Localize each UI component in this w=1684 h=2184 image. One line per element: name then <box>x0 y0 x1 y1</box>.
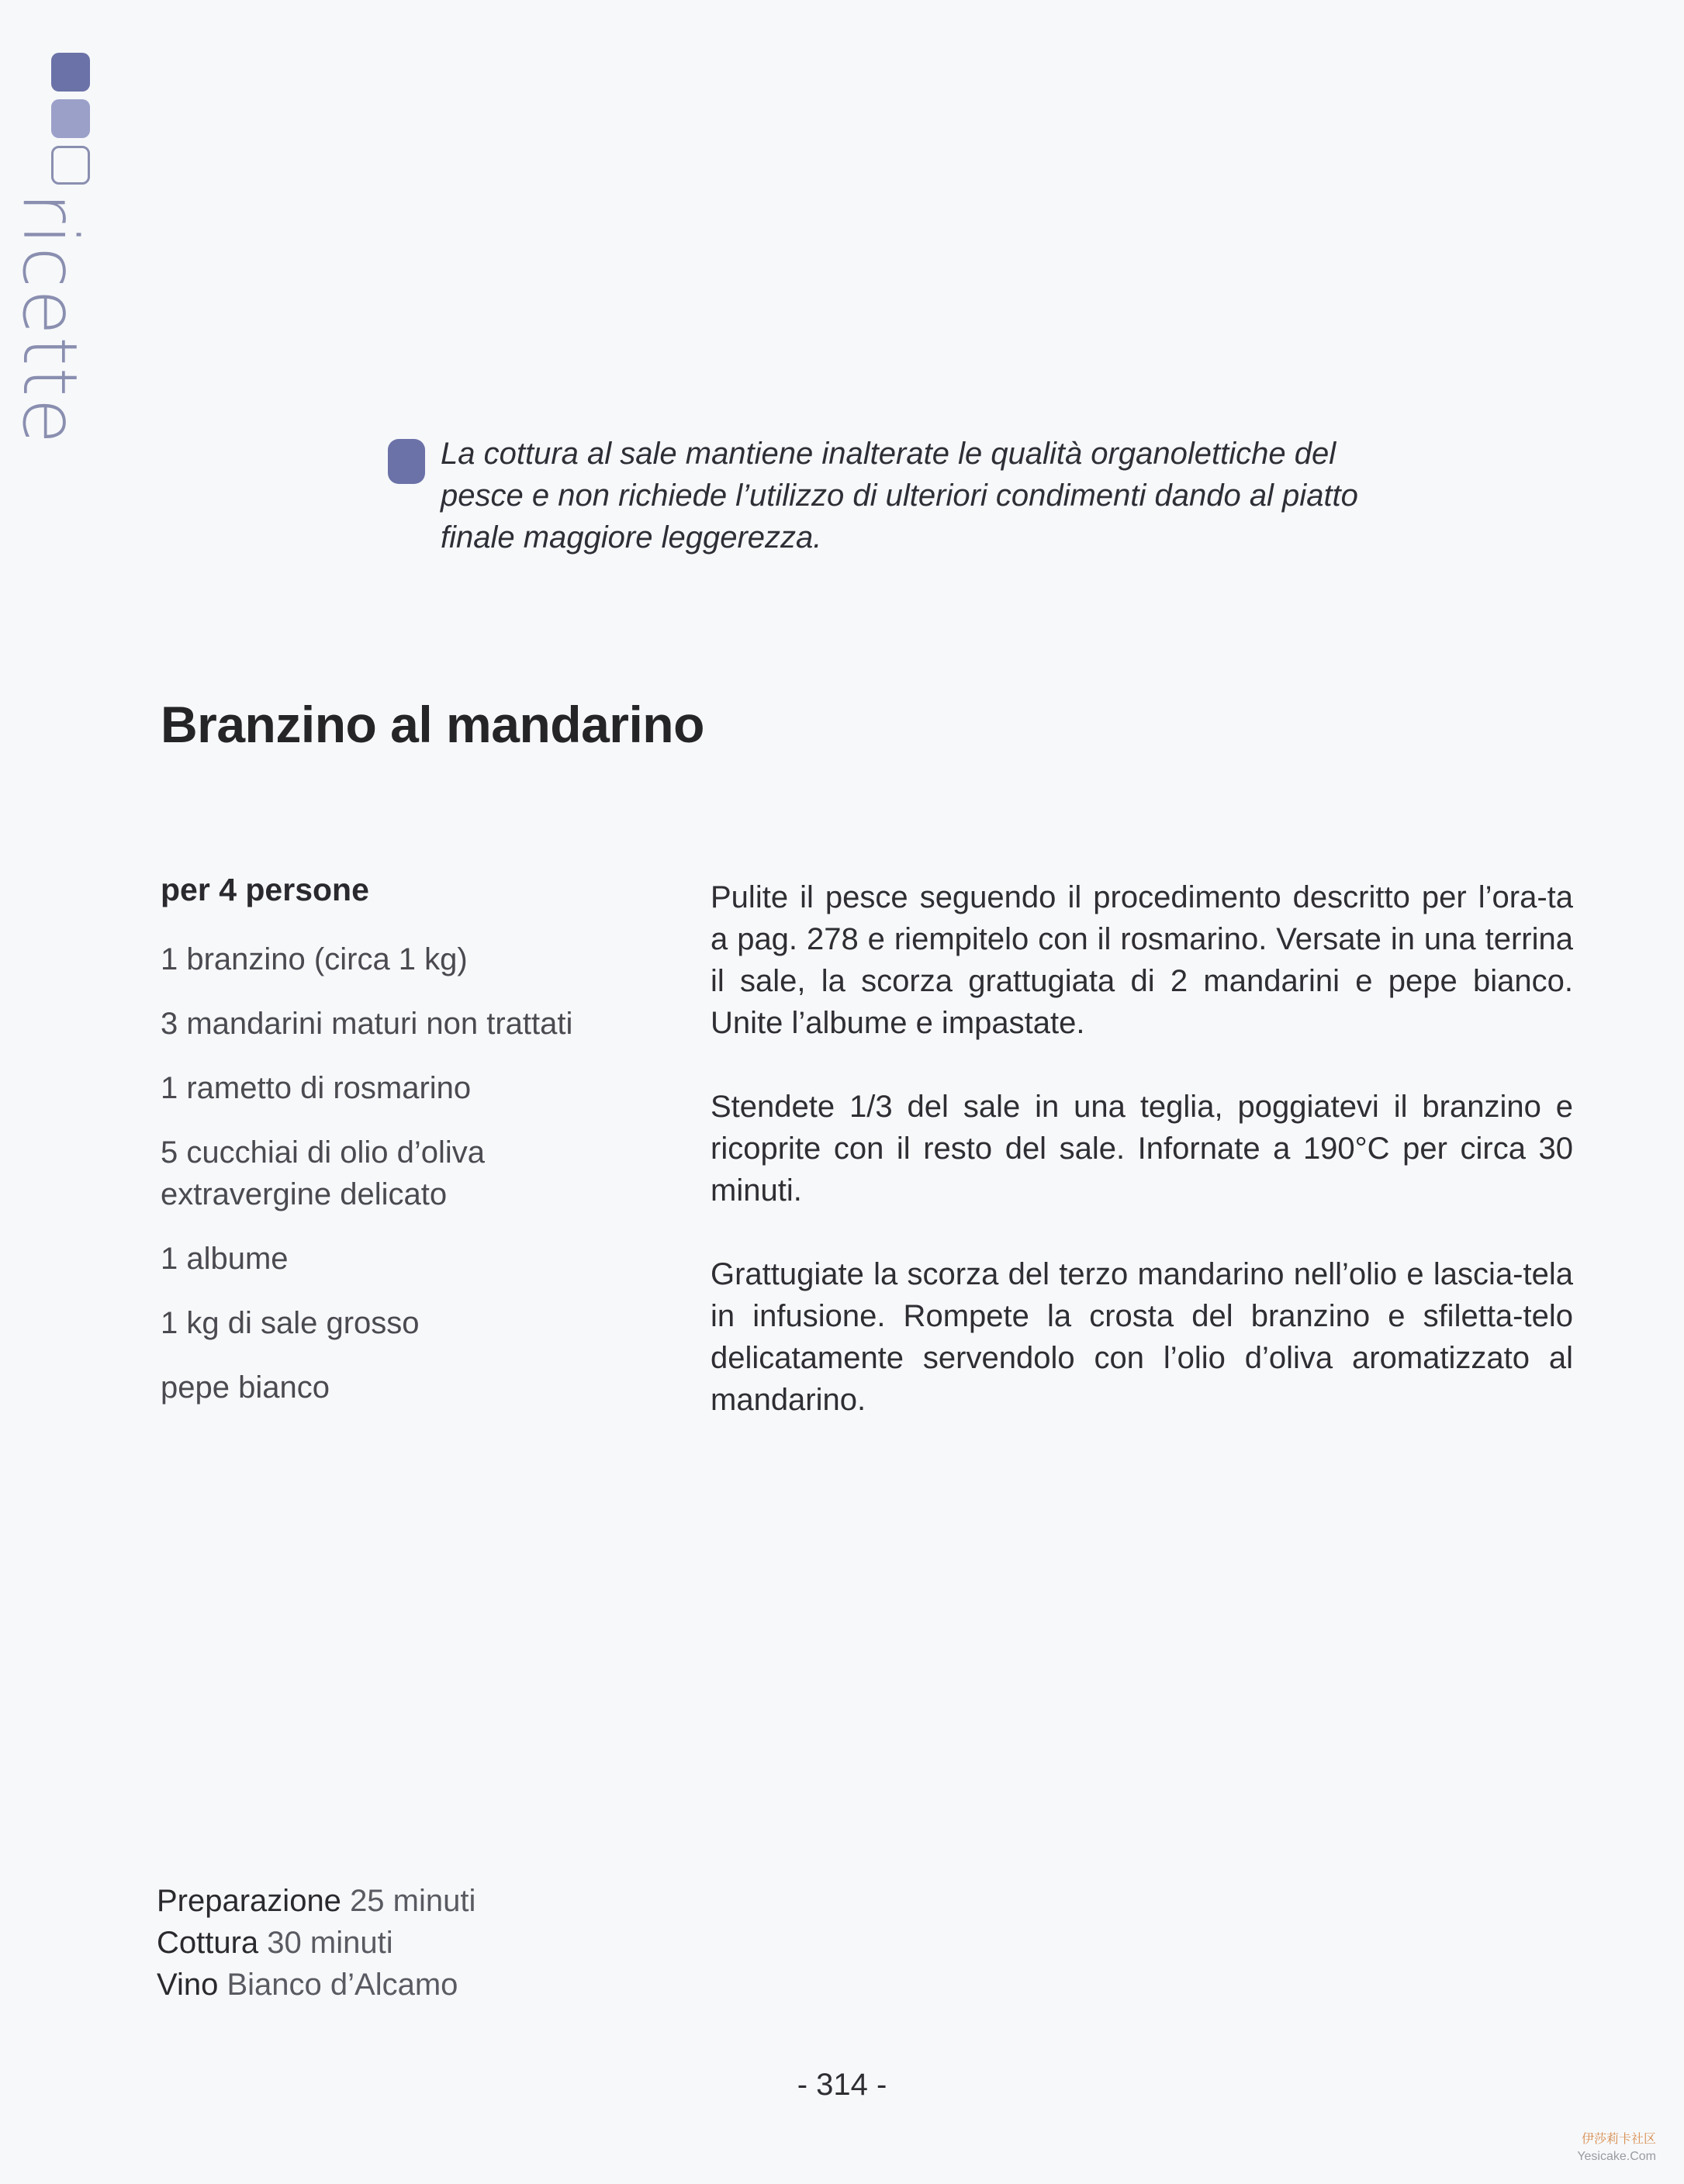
watermark <box>1577 2131 1656 2165</box>
ingredient-item: 3 mandarini maturi non trattati <box>161 1007 573 1041</box>
method-section <box>711 876 1573 1463</box>
section-label: ricette <box>6 192 93 446</box>
ingredients-list <box>161 938 657 1431</box>
page-number: - 314 - <box>797 2068 887 2102</box>
recipe-title: Branzino al mandarino <box>161 696 704 753</box>
wine-label: Vino <box>157 1968 219 2002</box>
wine-value: Bianco d’Alcamo <box>226 1968 458 2002</box>
intro-note: La cottura al sale mantiene inalterate le qualità organolettiche del pesce e non richiede l’utilizzo di ulteriori condimenti dando al piatto finale maggiore leggerezza. <box>441 437 1358 555</box>
method-step: Stendete 1/3 del sale in una teglia, poggiatevi il branzino e ricoprite con il resto del sale. Infornate a 190°C per circa 30 minuti. <box>711 1090 1573 1208</box>
intro-bullet-icon <box>388 439 425 484</box>
cook-time-label: Cottura <box>157 1926 259 1960</box>
recipe-info <box>157 1880 475 2006</box>
ingredient-item: 5 cucchiai di olio d’oliva extravergine delicato <box>161 1135 486 1211</box>
cook-time-value: 30 minuti <box>267 1926 393 1960</box>
ingredient-item: 1 albume <box>161 1242 289 1276</box>
section-marker-filled <box>51 53 90 92</box>
ingredient-item: 1 rametto di rosmarino <box>161 1071 472 1105</box>
ingredient-item: 1 branzino (circa 1 kg) <box>161 942 468 976</box>
cook-time-row <box>157 1922 475 1964</box>
prep-time-row <box>157 1880 475 1922</box>
servings-heading: per 4 persone <box>161 872 369 907</box>
wine-row <box>157 1964 475 2006</box>
ingredient-item: 1 kg di sale grosso <box>161 1306 420 1340</box>
section-marker-outline <box>51 146 90 185</box>
prep-time-label: Preparazione <box>157 1884 341 1918</box>
prep-time-value: 25 minuti <box>350 1884 476 1918</box>
method-step: Grattugiate la scorza del terzo mandarino nell’olio e lascia-tela in infusione. Rompete la crosta del branzino e sfiletta-telo delicatamente servendolo con l’olio d’oliva aromatizzato al mandarino. <box>711 1257 1573 1417</box>
watermark-cn: 伊莎莉卡社区 <box>1581 2133 1656 2146</box>
watermark-url: Yesicake.Com <box>1577 2150 1656 2163</box>
section-marker-light <box>51 99 90 138</box>
method-step: Pulite il pesce seguendo il procedimento descritto per l’ora-ta a pag. 278 e riempitelo con il rosmarino. Versate in una terrina il sale, la scorza grattugiata di 2 mandarini e pepe bianco. Unite l’albume e impastate. <box>711 880 1573 1040</box>
ingredient-item: pepe bianco <box>161 1370 330 1405</box>
